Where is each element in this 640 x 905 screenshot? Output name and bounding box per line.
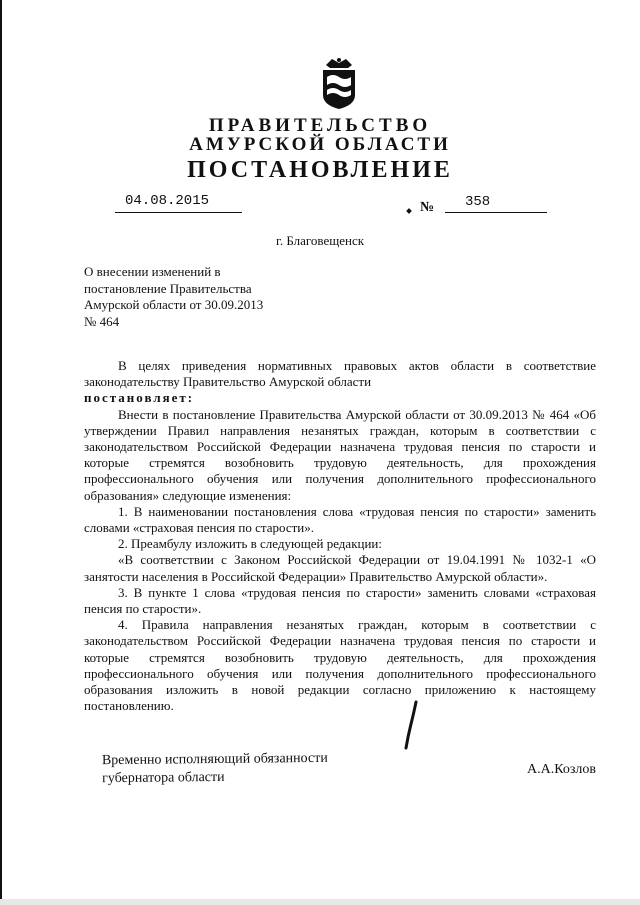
number-label: № xyxy=(420,200,435,215)
body-paragraph: 1. В наименовании постановления слова «трудовая пенсия по старости» заменить словами «страховая пенсия по старости». xyxy=(84,503,596,536)
coat-of-arms-icon xyxy=(318,55,360,111)
tick-mark xyxy=(406,208,412,214)
number-underline xyxy=(445,212,547,213)
scan-edge-bottom xyxy=(0,899,640,905)
document-type: ПОСТАНОВЛЕНИЕ xyxy=(187,157,453,183)
decree-word: постановляет: xyxy=(84,390,195,406)
signatory-position-line: губернатора области xyxy=(102,769,225,787)
government-title: ПРАВИТЕЛЬСТВО xyxy=(208,115,432,136)
date-underline xyxy=(115,212,242,213)
document-date: 04.08.2015 xyxy=(125,193,210,209)
city: г. Благовещенск xyxy=(275,233,365,248)
signatory-name: А.А.Козлов xyxy=(527,762,596,777)
subject-line: О внесении изменений в xyxy=(84,264,221,279)
document-body xyxy=(84,358,596,714)
subject-line: Амурской области от 30.09.2013 xyxy=(84,297,264,312)
signatory-position-line: Временно исполняющий обязанности xyxy=(101,750,328,769)
subject-line: № 464 xyxy=(84,313,120,329)
handwritten-signature xyxy=(400,700,422,750)
signatory-position xyxy=(102,750,328,788)
document-number: 358 xyxy=(465,194,491,210)
body-paragraph: «В соответствии с Законом Российской Федерации от 19.04.1991 № 1032-1 «О занятости населения в Российской Федерации» Правительство Амурской области». xyxy=(84,552,596,584)
body-paragraph: 4. Правила направления незанятых граждан, которым в соответствии с законодательством Российской Федерации назначена трудовая пенсия по старости и которые стремятся возобновить трудовую деятельность, для прохождения профессионального обучения или получения дополнительного профессионального образования изложить в новой редакции согласно приложению к настоящему постановлению. xyxy=(84,617,596,714)
preamble: В целях приведения нормативных правовых актов области в соответствие законодательству Правительство Амурской области xyxy=(84,358,596,390)
subject-line: постановление Правительства xyxy=(84,280,252,296)
body-paragraph: 2. Преамбулу изложить в следующей редакции: xyxy=(118,536,382,552)
document-subject xyxy=(84,264,324,330)
body-paragraph: Внести в постановление Правительства Амурской области от 30.09.2013 № 464 «Об утверждении Правил направления незанятых граждан, которым в соответствии с законодательством Российской Федерации назначена трудовая пенсия по старости и которые стремятся возобновить трудовую деятельность, для прохождения профессионального обучения или получения дополнительного профессионального образования» следующие изменения: xyxy=(84,406,596,503)
region-title: АМУРСКОЙ ОБЛАСТИ xyxy=(189,134,451,155)
body-paragraph: 3. В пункте 1 слова «трудовая пенсия по старости» заменить словами «страховая пенсия по старости». xyxy=(84,584,596,617)
